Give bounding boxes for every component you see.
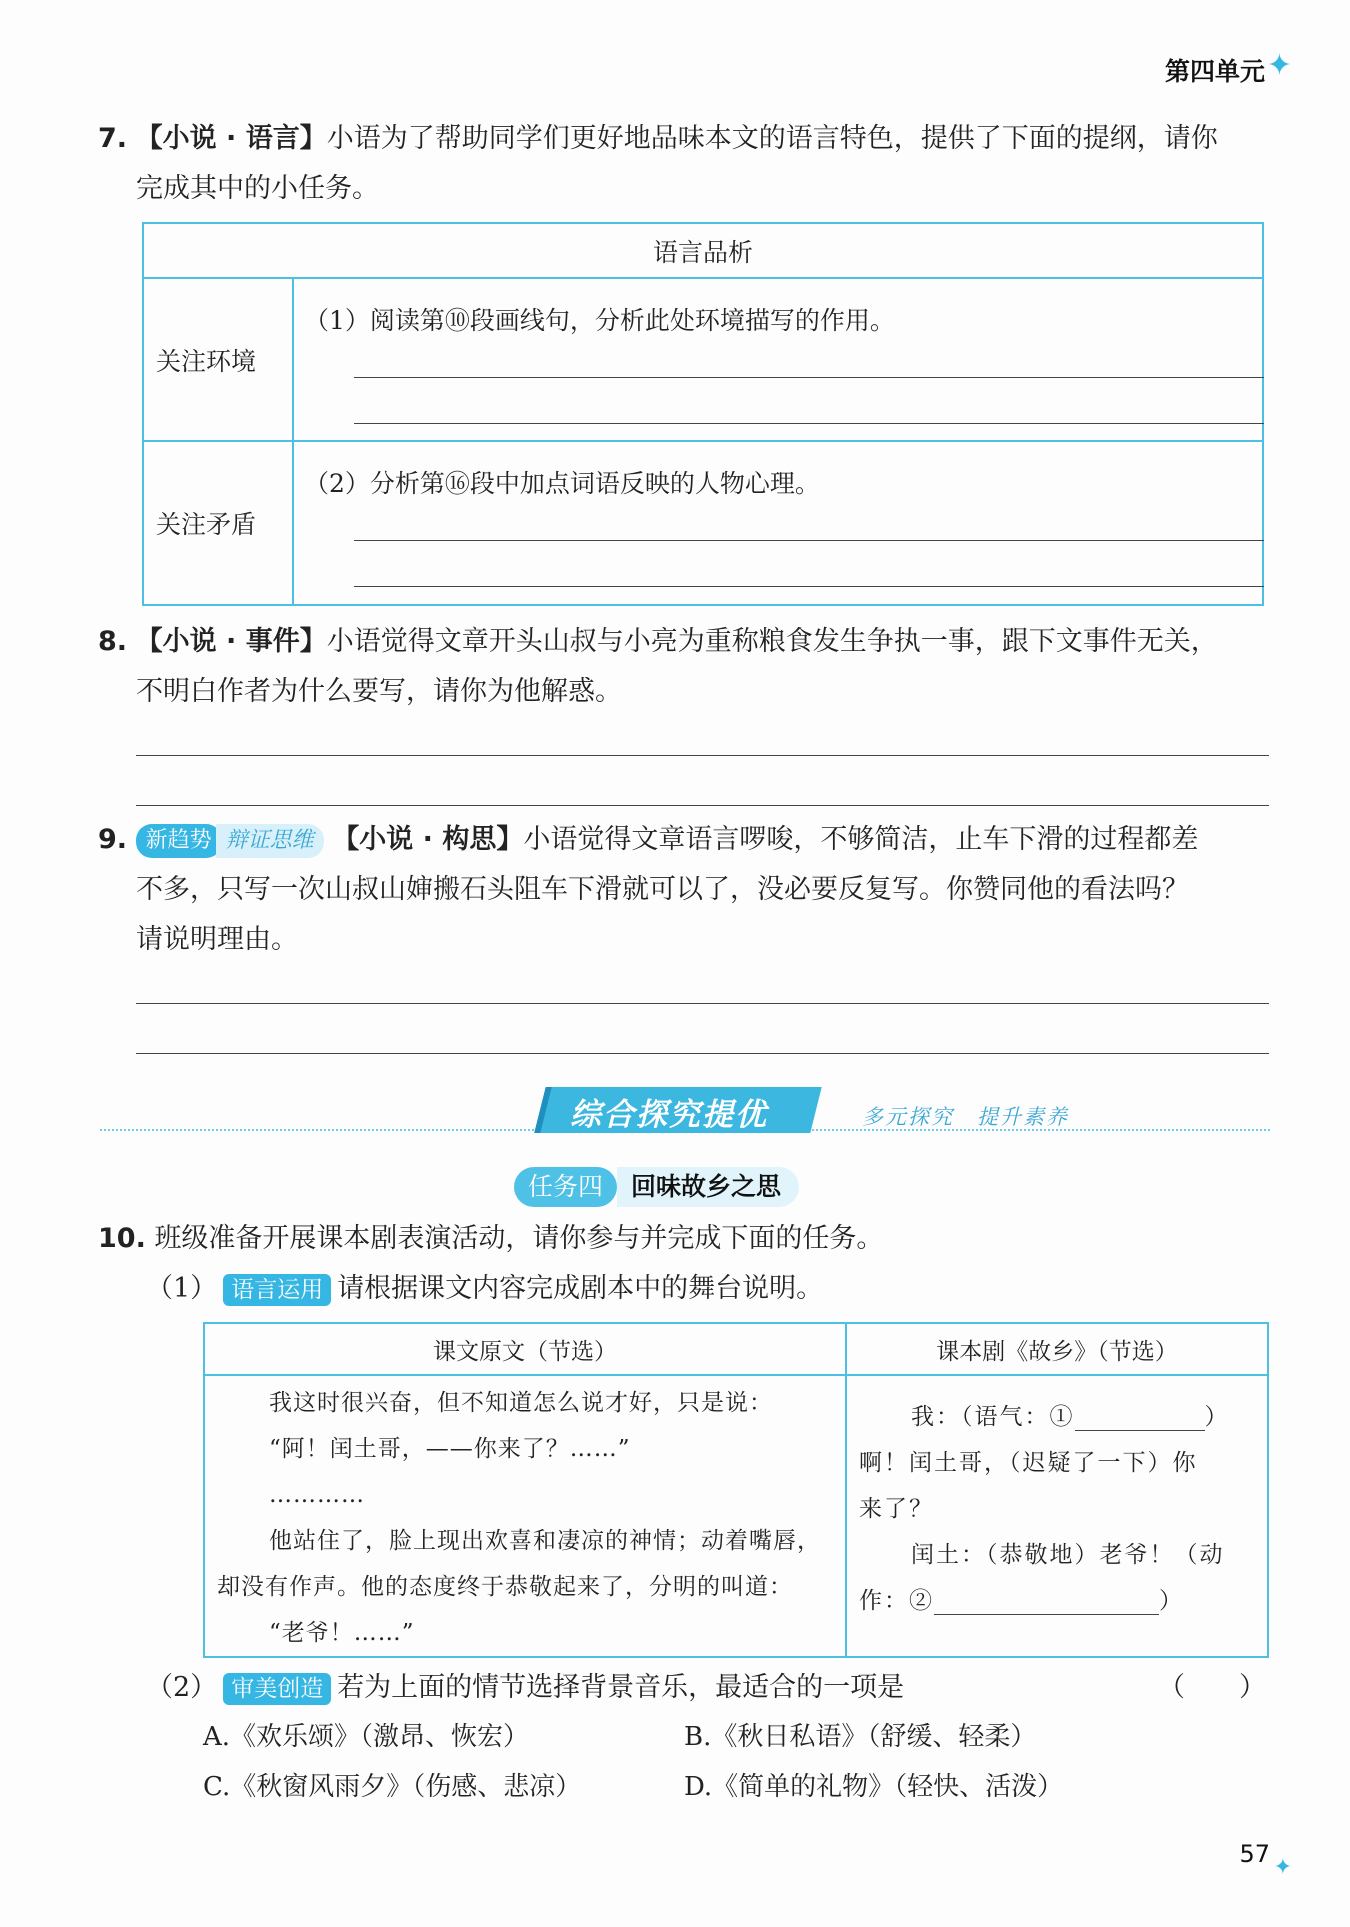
unit-title: 第四单元	[1164, 57, 1265, 86]
col-header-original: 课文原文（节选）	[204, 1323, 846, 1375]
row-task-cell	[293, 441, 1263, 605]
table-header: 语言品析	[143, 223, 1263, 278]
question-9	[98, 815, 1268, 965]
question-number: 7.	[98, 123, 128, 154]
option-c[interactable]: C.《秋窗风雨夕》（伤感、悲凉）	[203, 1772, 582, 1802]
question-10-part-1	[146, 1264, 1316, 1314]
question-tag: 【小说 · 语言】	[135, 123, 327, 154]
question-text: 小语为了帮助同学们更好地品味本文的语言特色，提供了下面的提纲，请你	[326, 123, 1218, 154]
question-number: 9.	[98, 824, 128, 855]
original-line: “阿！闰土哥，——你来了？……”	[269, 1436, 631, 1462]
play-line-text: 我：（语气：①	[911, 1404, 1075, 1430]
option-d[interactable]: D.《简单的礼物》（轻快、活泼）	[684, 1772, 1064, 1802]
question-7	[98, 114, 1268, 214]
part-text: 请根据课文内容完成剧本中的舞台说明。	[337, 1273, 824, 1304]
original-line: “老爷！……”	[269, 1620, 415, 1646]
blank-1[interactable]	[1075, 1406, 1205, 1431]
play-line-text: 作：②	[859, 1588, 934, 1614]
original-line: 他站住了，脸上现出欢喜和凄凉的神情；动着嘴唇，	[269, 1528, 821, 1554]
play-line	[859, 1394, 1257, 1440]
task-title: 回味故乡之思	[617, 1167, 799, 1207]
question-text-cont: 不多，只写一次山叔山婶搬石头阻车下滑就可以了，没必要反复写。你赞同他的看法吗？	[136, 874, 1189, 905]
skill-pill: 审美创造	[223, 1673, 331, 1705]
table-row	[143, 278, 1263, 441]
question-10-part-2	[146, 1663, 1266, 1713]
answer-line[interactable]	[354, 540, 1264, 541]
answer-bracket[interactable]: （ ）	[1158, 1672, 1266, 1703]
question-text: 班级准备开展课本剧表演活动，请你参与并完成下面的任务。	[154, 1223, 884, 1254]
row-label: 关注矛盾	[143, 441, 293, 605]
question-tag: 【小说 · 构思】	[332, 824, 524, 855]
thinking-badge: 辩证思维	[216, 824, 324, 858]
answer-line[interactable]	[136, 1003, 1269, 1004]
question-text-cont: 完成其中的小任务。	[136, 173, 379, 204]
question-text: 小语觉得文章语言啰唆，不够简洁，止车下滑的过程都差	[523, 824, 1199, 855]
task-tag: 任务四	[514, 1167, 617, 1207]
question-text-cont: 不明白作者为什么要写，请你为他解惑。	[136, 676, 622, 707]
question-text-cont: 请说明理由。	[136, 924, 298, 955]
question-text: 小语觉得文章开头山叔与小亮为重称粮食发生争执一事，跟下文事件无关，	[326, 626, 1218, 657]
row-task: （1）阅读第⑩段画线句，分析此处环境描写的作用。	[304, 306, 895, 335]
part-number: （1）	[146, 1273, 218, 1304]
play-line	[859, 1578, 1257, 1624]
question-8	[98, 617, 1268, 717]
script-table	[203, 1322, 1269, 1658]
answer-line[interactable]	[136, 1053, 1269, 1054]
banner-title: 综合探究提优	[570, 1097, 768, 1133]
task-heading	[514, 1167, 799, 1211]
question-10	[98, 1214, 1268, 1264]
answer-line[interactable]	[136, 755, 1269, 756]
answer-line[interactable]	[354, 423, 1264, 424]
col-header-play: 课本剧《故乡》（节选）	[846, 1323, 1268, 1375]
option-a[interactable]: A.《欢乐颂》（激昂、恢宏）	[203, 1722, 530, 1752]
page-number: 57	[1239, 1840, 1270, 1868]
row-task-cell	[293, 278, 1263, 441]
part-number: （2）	[146, 1672, 218, 1703]
play-line: 来了？	[859, 1496, 934, 1522]
play-line: 啊！闰土哥，（迟疑了一下）你	[859, 1450, 1198, 1476]
play-text-cell	[846, 1375, 1268, 1657]
option-b[interactable]: B.《秋日私语》（舒缓、轻柔）	[684, 1722, 1037, 1752]
original-line: 却没有作声。他的态度终于恭敬起来了，分明的叫道：	[217, 1574, 793, 1600]
sparkle-icon: ✦	[1273, 1855, 1292, 1880]
trend-badge: 新趋势	[136, 824, 222, 858]
play-line-end: ）	[1159, 1588, 1184, 1614]
question-number: 8.	[98, 626, 128, 657]
row-task: （2）分析第⑯段中加点词语反映的人物心理。	[304, 469, 820, 498]
table-row	[143, 441, 1263, 605]
part-text: 若为上面的情节选择背景音乐，最适合的一项是	[337, 1672, 905, 1703]
answer-line[interactable]	[136, 805, 1269, 806]
blank-2[interactable]	[934, 1590, 1159, 1615]
play-line-end: ）	[1204, 1404, 1230, 1430]
question-tag: 【小说 · 事件】	[135, 626, 327, 657]
answer-line[interactable]	[354, 377, 1264, 378]
original-line: 我这时很兴奋，但不知道怎么说才好，只是说：	[269, 1390, 773, 1416]
language-analysis-table	[142, 222, 1264, 606]
section-banner	[100, 1085, 1270, 1145]
original-line: …………	[269, 1482, 365, 1508]
answer-line[interactable]	[354, 586, 1264, 587]
question-number: 10.	[98, 1223, 146, 1254]
banner-subtitle: 多元探究 提升素养	[862, 1105, 1069, 1129]
row-label: 关注环境	[143, 278, 293, 441]
original-text-cell	[204, 1375, 846, 1657]
sparkle-icon: ✦	[1266, 48, 1292, 83]
play-line: 闰土：（恭敬地）老爷！（动	[911, 1542, 1225, 1568]
skill-pill: 语言运用	[223, 1274, 331, 1306]
